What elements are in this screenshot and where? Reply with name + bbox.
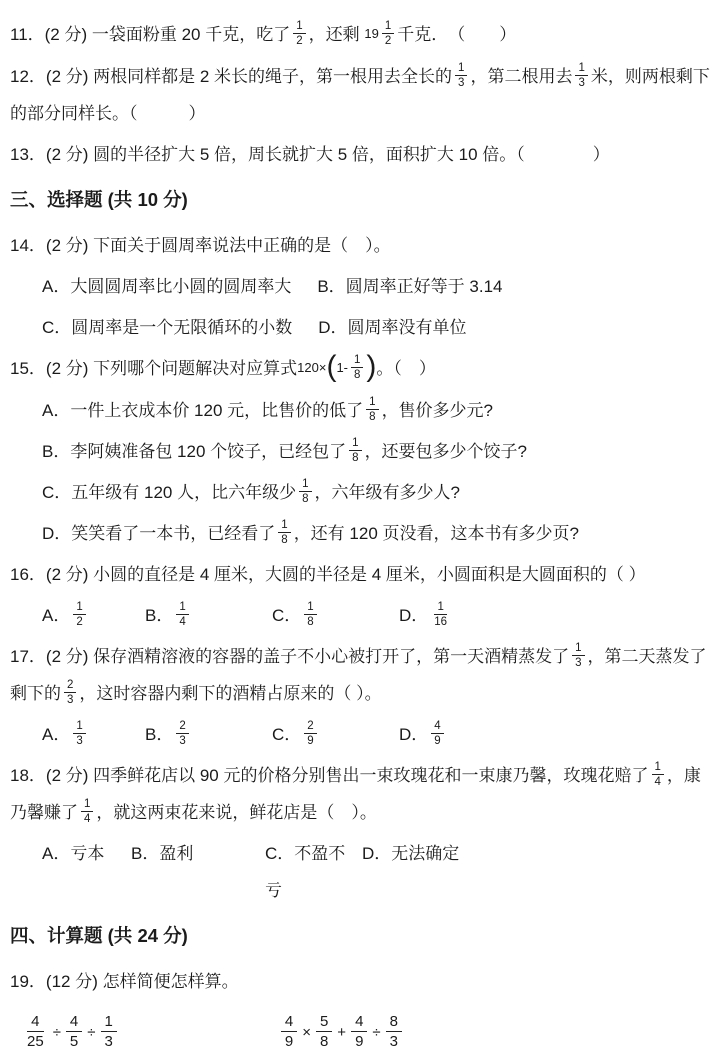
section-4-heading: 四、计算题 (共 24 分): [10, 925, 188, 947]
fraction-denominator: 8: [352, 452, 359, 465]
fraction-numerator: 8: [386, 1012, 402, 1032]
question-12: [10, 58, 712, 132]
q11-text-3: 千克． （ ）: [397, 25, 517, 44]
q12-text-1: 12．(2 分) 两根同样都是 2 米长的绳子，第一根用去全长的: [10, 67, 453, 87]
q16-option-d: [399, 597, 453, 634]
q15-option-b-text-1: B．李阿姨准备包 120 个饺子，已经包了: [42, 442, 347, 462]
q18-text-2: ，康乃馨赚了: [10, 766, 701, 823]
q19-expression-2: [278, 1010, 405, 1056]
fraction-numerator: 1: [575, 61, 587, 76]
fraction-numerator: 4: [431, 719, 443, 734]
q14-options-row-2: [10, 309, 712, 346]
fraction-denominator: 8: [319, 1032, 329, 1050]
fraction-1-2: [382, 19, 394, 48]
fraction-numerator: 1: [278, 518, 290, 533]
q18-options-row: [10, 835, 712, 909]
fraction-4-9: [351, 1012, 367, 1051]
q11-text-1: 11．(2 分) 一袋面粉重 20 千克，吃了: [10, 25, 291, 44]
q14-option-a: A．大圆圆周率比小圆的圆周率大: [42, 277, 292, 297]
question-15: [10, 350, 712, 388]
fraction-2-3: [176, 719, 188, 748]
fraction-denominator: 8: [302, 493, 309, 506]
q15-option-c-text-1: C．五年级有 120 人，比六年级少: [42, 483, 297, 503]
fraction-numerator: 2: [176, 719, 188, 734]
fraction-numerator: 1: [73, 719, 85, 734]
fraction-denominator: 8: [354, 369, 361, 382]
fraction-denominator: 8: [307, 616, 314, 629]
q12-text-2: ，第二根用去: [470, 67, 573, 87]
option-letter: B．: [145, 606, 174, 626]
fraction-1-3: [73, 719, 85, 748]
question-14: [10, 227, 712, 264]
question-18: [10, 757, 712, 831]
fraction-1-8: [299, 477, 311, 506]
q17-option-b: [145, 716, 272, 753]
q15-option-d: [10, 515, 712, 552]
q17-text-2: ，第二天蒸发了剩下的: [10, 647, 707, 704]
q17-options-row: [10, 716, 712, 753]
fraction-numerator: 1: [176, 600, 188, 615]
fraction-1-2: [73, 600, 85, 629]
fraction-denominator: 3: [389, 1032, 398, 1050]
fraction-1-8: [349, 436, 361, 465]
fraction-1-8: [304, 600, 316, 629]
fraction-denominator: 4: [654, 776, 661, 789]
fraction-numerator: 1: [81, 797, 93, 812]
q18-text-1: 18．(2 分) 四季鲜花店以 90 元的价格分别售出一束玫瑰花和一束康乃馨，玫瑰花赔了: [10, 766, 649, 786]
q16-option-c: [272, 597, 399, 634]
plus-operator: +: [337, 1024, 347, 1042]
fraction-2-3: [64, 678, 76, 707]
q19-expressions: [20, 1010, 712, 1056]
q15-option-a: [10, 392, 712, 429]
fraction-1-16: [431, 600, 450, 629]
fraction-numerator: 1: [382, 19, 394, 34]
q18-option-a: A．亏本: [42, 844, 105, 864]
fraction-denominator: 3: [575, 657, 582, 670]
fraction-1-4: [81, 797, 93, 826]
q15-option-a-text-1: A．一件上衣成本价 120 元，比售价的低了: [42, 401, 364, 421]
fraction-denominator: 8: [281, 534, 288, 547]
divide-operator: ÷: [87, 1024, 96, 1042]
fraction-denominator: 9: [284, 1032, 294, 1050]
q18-text-3: ，就这两束花来说，鲜花店是（ ）。: [96, 803, 377, 823]
q15-text-1: 15．(2 分) 下列哪个问题解决对应算式: [10, 359, 298, 379]
fraction-1-2: [293, 19, 305, 48]
fraction-1-4: [176, 600, 188, 629]
q12-text-3: 米，则两根剩下的部分同样长。（ ）: [10, 67, 710, 124]
fraction-denominator: 2: [296, 35, 303, 48]
fraction-denominator: 3: [578, 77, 585, 90]
fraction-4-5: [66, 1012, 82, 1051]
q15-formula-prefix: 120×: [297, 360, 327, 376]
option-letter: C．: [272, 725, 302, 745]
option-letter: A．: [42, 606, 71, 626]
q16-option-a: [42, 597, 145, 634]
fraction-numerator: 2: [304, 719, 316, 734]
fraction-numerator: 1: [572, 641, 584, 656]
q15-option-a-text-2: ，售价多少元?: [381, 401, 494, 421]
section-3-heading: 三、选择题 (共 10 分): [10, 189, 188, 211]
fraction-numerator: 1: [73, 600, 85, 615]
fraction-numerator: 1: [366, 395, 378, 410]
fraction-denominator: 2: [384, 35, 392, 48]
fraction-denominator: 3: [179, 735, 186, 748]
q16-options-row: [10, 597, 712, 634]
question-11: [10, 16, 712, 54]
fraction-numerator: 2: [64, 678, 76, 693]
question-19: [10, 963, 712, 1000]
fraction-denominator: 3: [67, 694, 74, 707]
fraction-5-8: [316, 1012, 332, 1051]
fraction-denominator: 25: [27, 1032, 44, 1050]
fraction-numerator: 1: [293, 19, 305, 34]
fraction-1-8: [278, 518, 290, 547]
fraction-numerator: 4: [281, 1012, 297, 1032]
fraction-denominator: 8: [369, 411, 376, 424]
fraction-numerator: 1: [434, 600, 446, 615]
right-paren: ): [366, 349, 377, 383]
fraction-denominator: 9: [355, 1032, 364, 1050]
fraction-denominator: 9: [307, 735, 314, 748]
q17-text-1: 17．(2 分) 保存酒精溶液的容器的盖子不小心被打开了，第一天酒精蒸发了: [10, 647, 570, 667]
q19-text: 19．(12 分) 怎样简便怎样算。: [10, 972, 239, 992]
fraction-numerator: 1: [299, 477, 311, 492]
fraction-numerator: 4: [27, 1012, 43, 1032]
fraction-1-3: [101, 1012, 117, 1051]
fraction-1-3: [455, 61, 467, 90]
fraction-numerator: 4: [351, 1012, 367, 1032]
fraction-1-8: [351, 353, 363, 382]
mixed-number-whole: 19: [364, 26, 379, 42]
question-17: [10, 638, 712, 712]
q14-option-b: B．圆周率正好等于 3.14: [317, 277, 503, 297]
fraction-denominator: 2: [76, 616, 83, 629]
fraction-numerator: 1: [351, 353, 363, 368]
fraction-2-9: [304, 719, 316, 748]
fraction-numerator: 1: [101, 1012, 117, 1032]
q18-option-b: B．盈利: [131, 844, 194, 864]
fraction-denominator: 4: [84, 813, 91, 826]
q17-text-3: ，这时容器内剩下的酒精占原来的（ ）。: [79, 684, 382, 704]
fraction-numerator: 5: [316, 1012, 332, 1032]
question-16: [10, 556, 712, 593]
q18-option-d: D．无法确定: [362, 844, 460, 864]
divide-operator: ÷: [372, 1024, 381, 1042]
divide-operator: ÷: [52, 1024, 61, 1042]
q17-option-c: [272, 716, 399, 753]
fraction-4-25: [23, 1012, 48, 1051]
fraction-1-3: [575, 61, 587, 90]
option-letter: C．: [272, 606, 302, 626]
fraction-numerator: 4: [66, 1012, 82, 1032]
fraction-numerator: 1: [455, 61, 467, 76]
q17-option-d: [399, 716, 447, 753]
fraction-numerator: 1: [304, 600, 316, 615]
fraction-denominator: 5: [69, 1032, 79, 1050]
q15-option-d-text-1: D．笑笑看了一本书，已经看了: [42, 524, 276, 544]
q15-option-b-text-2: ，还要包多少个饺子?: [364, 442, 528, 462]
option-letter: A．: [42, 725, 71, 745]
left-paren: (: [326, 349, 337, 383]
question-13: [10, 136, 712, 173]
q15-option-c: [10, 474, 712, 511]
fraction-1-4: [652, 760, 664, 789]
q16-text: 16．(2 分) 小圆的直径是 4 厘米，大圆的半径是 4 厘米，小圆面积是大圆面积的（ ）: [10, 565, 646, 585]
fraction-1-8: [366, 395, 378, 424]
option-letter: D．: [399, 606, 429, 626]
multiply-operator: ×: [302, 1024, 311, 1042]
q15-option-b: [10, 433, 712, 470]
q15-option-c-text-2: ，六年级有多少人?: [314, 483, 460, 503]
fraction-4-9: [281, 1012, 297, 1051]
fraction-numerator: 1: [349, 436, 361, 451]
fraction-numerator: 1: [652, 760, 664, 775]
q19-expression-1: [20, 1010, 120, 1056]
q16-option-b: [145, 597, 272, 634]
fraction-1-3: [572, 641, 584, 670]
fraction-denominator: 3: [458, 77, 465, 90]
q18-option-c: C．不盈不亏: [265, 844, 346, 901]
fraction-4-9: [431, 719, 443, 748]
option-letter: B．: [145, 725, 174, 745]
q11-text-2: ，还剩: [308, 25, 360, 44]
fraction-8-3: [386, 1012, 402, 1051]
q14-text: 14．(2 分) 下面关于圆周率说法中正确的是（ ）。: [10, 236, 391, 256]
q13-text: 13．(2 分) 圆的半径扩大 5 倍，周长就扩大 5 倍，面积扩大 10 倍。（ ）: [10, 145, 610, 165]
fraction-denominator: 4: [179, 616, 186, 629]
q15-text-2: 。（ ）: [376, 359, 436, 379]
q17-option-a: [42, 716, 145, 753]
exam-page: [10, 16, 712, 1056]
q14-option-d: D．圆周率没有单位: [318, 318, 467, 338]
q14-option-c: C．圆周率是一个无限循环的小数: [42, 318, 293, 338]
q15-option-d-text-2: ，还有 120 页没看，这本书有多少页?: [293, 524, 579, 544]
fraction-denominator: 3: [104, 1032, 113, 1050]
fraction-denominator: 9: [434, 735, 441, 748]
q14-options-row-1: [10, 268, 712, 305]
fraction-denominator: 3: [76, 735, 83, 748]
fraction-denominator: 16: [434, 616, 448, 629]
option-letter: D．: [399, 725, 429, 745]
q15-formula-inner: 1-: [336, 360, 348, 376]
